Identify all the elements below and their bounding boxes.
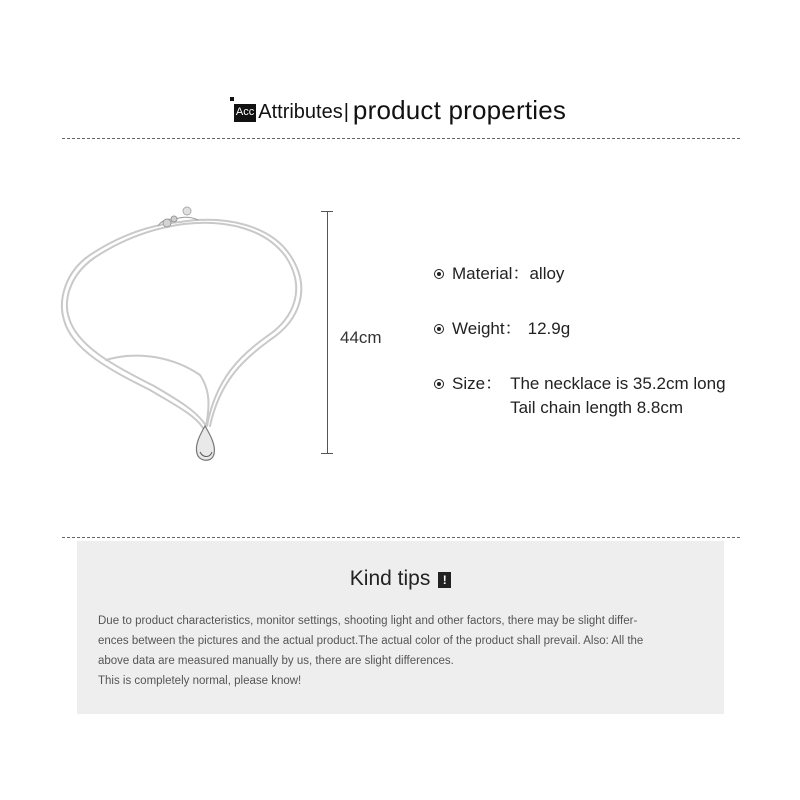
property-value-line: The necklace is 35.2cm long bbox=[510, 374, 726, 393]
bottom-divider bbox=[62, 537, 740, 538]
measure-bottom-cap bbox=[321, 453, 333, 454]
tips-line: Due to product characteristics, monitor settings, shooting light and other factors, there may be slight differ- bbox=[98, 615, 638, 627]
badge-dot-icon bbox=[230, 97, 234, 101]
property-value-line: Tail chain length 8.8cm bbox=[510, 398, 684, 417]
section-header bbox=[0, 92, 800, 128]
attributes-label: Attributes bbox=[258, 101, 343, 123]
header-separator: | bbox=[343, 101, 349, 123]
tips-title: Kind tips bbox=[349, 567, 431, 590]
tips-line: ences between the pictures and the actual product.The actual color of the product shall prevail. Also: All the bbox=[98, 635, 644, 647]
measure-label: 44cm bbox=[340, 328, 382, 347]
header-badge-wrap bbox=[234, 102, 256, 128]
property-material bbox=[434, 262, 774, 286]
kind-tips-box bbox=[77, 541, 724, 714]
measure-line bbox=[327, 211, 328, 453]
property-label: Weight： bbox=[452, 319, 522, 338]
page-title: product properties bbox=[352, 95, 567, 125]
circle-dot-bullet-icon bbox=[434, 269, 444, 279]
property-weight bbox=[434, 317, 774, 341]
warning-icon: ! bbox=[438, 572, 451, 588]
property-list bbox=[434, 262, 774, 420]
tips-heading bbox=[77, 567, 724, 591]
header-badge: Acc bbox=[234, 104, 256, 122]
necklace-image bbox=[50, 200, 330, 480]
property-label: Material： bbox=[452, 264, 530, 283]
tips-line: This is completely normal, please know! bbox=[98, 675, 302, 687]
size-measure-bar bbox=[321, 211, 335, 455]
tips-line: above data are measured manually by us, there are slight differences. bbox=[98, 655, 454, 667]
tips-text bbox=[98, 611, 710, 691]
property-value: alloy bbox=[529, 264, 565, 283]
property-size bbox=[434, 372, 774, 420]
top-divider bbox=[62, 138, 740, 139]
circle-dot-bullet-icon bbox=[434, 379, 444, 389]
property-label: Size： bbox=[452, 374, 503, 393]
necklace-illustration bbox=[50, 200, 330, 480]
circle-dot-bullet-icon bbox=[434, 324, 444, 334]
property-value: 12.9g bbox=[527, 319, 571, 338]
